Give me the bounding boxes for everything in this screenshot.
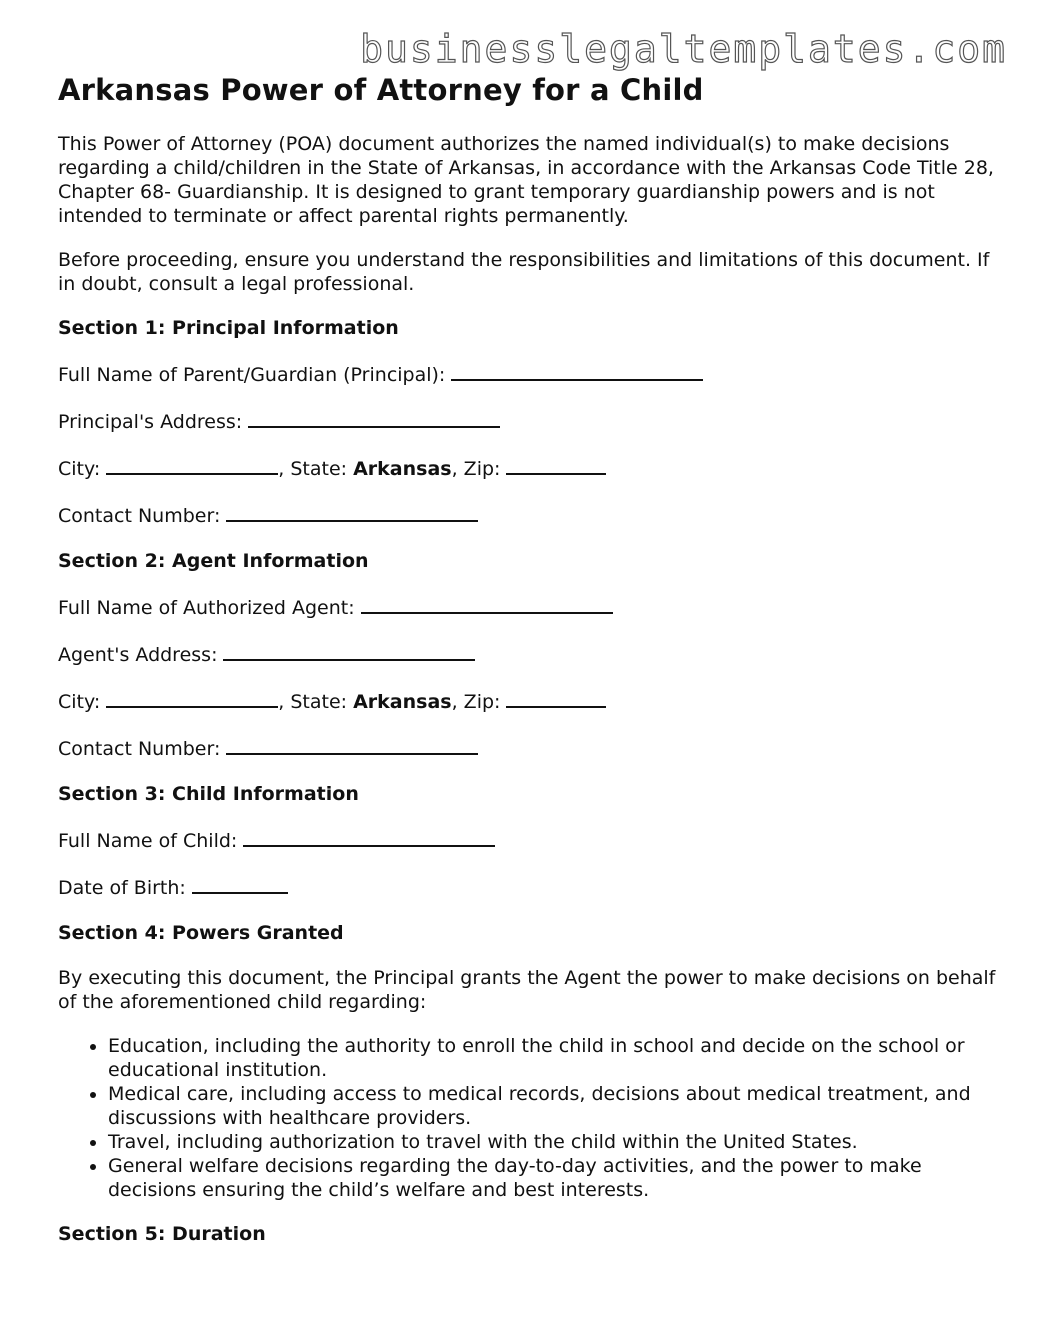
principal-contact-field[interactable] bbox=[226, 502, 478, 522]
agent-contact-row bbox=[58, 735, 998, 761]
child-dob-label: Date of Birth: bbox=[58, 877, 186, 899]
section-3-heading: Section 3: Child Information bbox=[58, 783, 359, 805]
principal-contact-row bbox=[58, 502, 998, 528]
principal-name-field[interactable] bbox=[451, 361, 703, 381]
section-1-heading: Section 1: Principal Information bbox=[58, 317, 399, 339]
agent-state-value: Arkansas bbox=[353, 691, 452, 713]
principal-contact-label: Contact Number: bbox=[58, 505, 221, 527]
principal-city-row bbox=[58, 455, 998, 481]
principal-zip-label: , Zip: bbox=[451, 458, 501, 480]
principal-name-label: Full Name of Parent/Guardian (Principal): bbox=[58, 364, 446, 386]
principal-city-field[interactable] bbox=[106, 455, 278, 475]
agent-address-field[interactable] bbox=[223, 641, 475, 661]
child-dob-field[interactable] bbox=[192, 874, 288, 894]
child-name-label: Full Name of Child: bbox=[58, 830, 238, 852]
agent-city-row bbox=[58, 688, 998, 714]
principal-address-row bbox=[58, 408, 998, 434]
list-item: • General welfare decisions regarding the day-to-day activities, and the power to make decisions ensuring the child’s welfare and best interests. bbox=[108, 1154, 998, 1202]
agent-name-label: Full Name of Authorized Agent: bbox=[58, 597, 355, 619]
child-name-field[interactable] bbox=[243, 827, 495, 847]
document-title: Arkansas Power of Attorney for a Child bbox=[58, 73, 704, 107]
list-item: • Travel, including authorization to travel with the child within the United States. bbox=[108, 1130, 998, 1154]
principal-zip-field[interactable] bbox=[506, 455, 606, 475]
document-body bbox=[58, 70, 998, 1267]
principal-state-value: Arkansas bbox=[353, 458, 452, 480]
intro-paragraph: This Power of Attorney (POA) document authorizes the named individual(s) to make decisions regarding a child/children in the State of Arkansas, in accordance with the Arkansas Code Title 28, Chapter 68- Guardianship. It is designed to grant temporary guardianship powers and is not intended to terminate or affect parental rights permanently. bbox=[58, 133, 994, 227]
section-5-heading: Section 5: Duration bbox=[58, 1223, 266, 1245]
agent-address-label: Agent's Address: bbox=[58, 644, 218, 666]
agent-contact-field[interactable] bbox=[226, 735, 478, 755]
watermark: businesslegaltemplates.com bbox=[360, 27, 1007, 71]
agent-city-field[interactable] bbox=[106, 688, 278, 708]
list-item: • Medical care, including access to medical records, decisions about medical treatment, and discussions with healthcare providers. bbox=[108, 1082, 998, 1130]
list-item: • Education, including the authority to enroll the child in school and decide on the school or educational institution. bbox=[108, 1034, 998, 1082]
agent-city-label: City: bbox=[58, 691, 101, 713]
principal-name-row bbox=[58, 361, 998, 387]
principal-city-label: City: bbox=[58, 458, 101, 480]
powers-list bbox=[58, 1034, 998, 1202]
principal-state-label: , State: bbox=[278, 458, 348, 480]
agent-state-label: , State: bbox=[278, 691, 348, 713]
agent-zip-field[interactable] bbox=[506, 688, 606, 708]
agent-address-row bbox=[58, 641, 998, 667]
section-2-heading: Section 2: Agent Information bbox=[58, 550, 369, 572]
principal-address-label: Principal's Address: bbox=[58, 411, 243, 433]
caution-paragraph: Before proceeding, ensure you understand the responsibilities and limitations of this document. If in doubt, consult a legal professional. bbox=[58, 249, 990, 295]
child-name-row bbox=[58, 827, 998, 853]
agent-zip-label: , Zip: bbox=[451, 691, 501, 713]
principal-address-field[interactable] bbox=[248, 408, 500, 428]
powers-intro: By executing this document, the Principal grants the Agent the power to make decisions on behalf of the aforementioned child regarding: bbox=[58, 967, 996, 1013]
agent-name-field[interactable] bbox=[361, 594, 613, 614]
section-4-heading: Section 4: Powers Granted bbox=[58, 922, 344, 944]
child-dob-row bbox=[58, 874, 998, 900]
agent-contact-label: Contact Number: bbox=[58, 738, 221, 760]
agent-name-row bbox=[58, 594, 998, 620]
